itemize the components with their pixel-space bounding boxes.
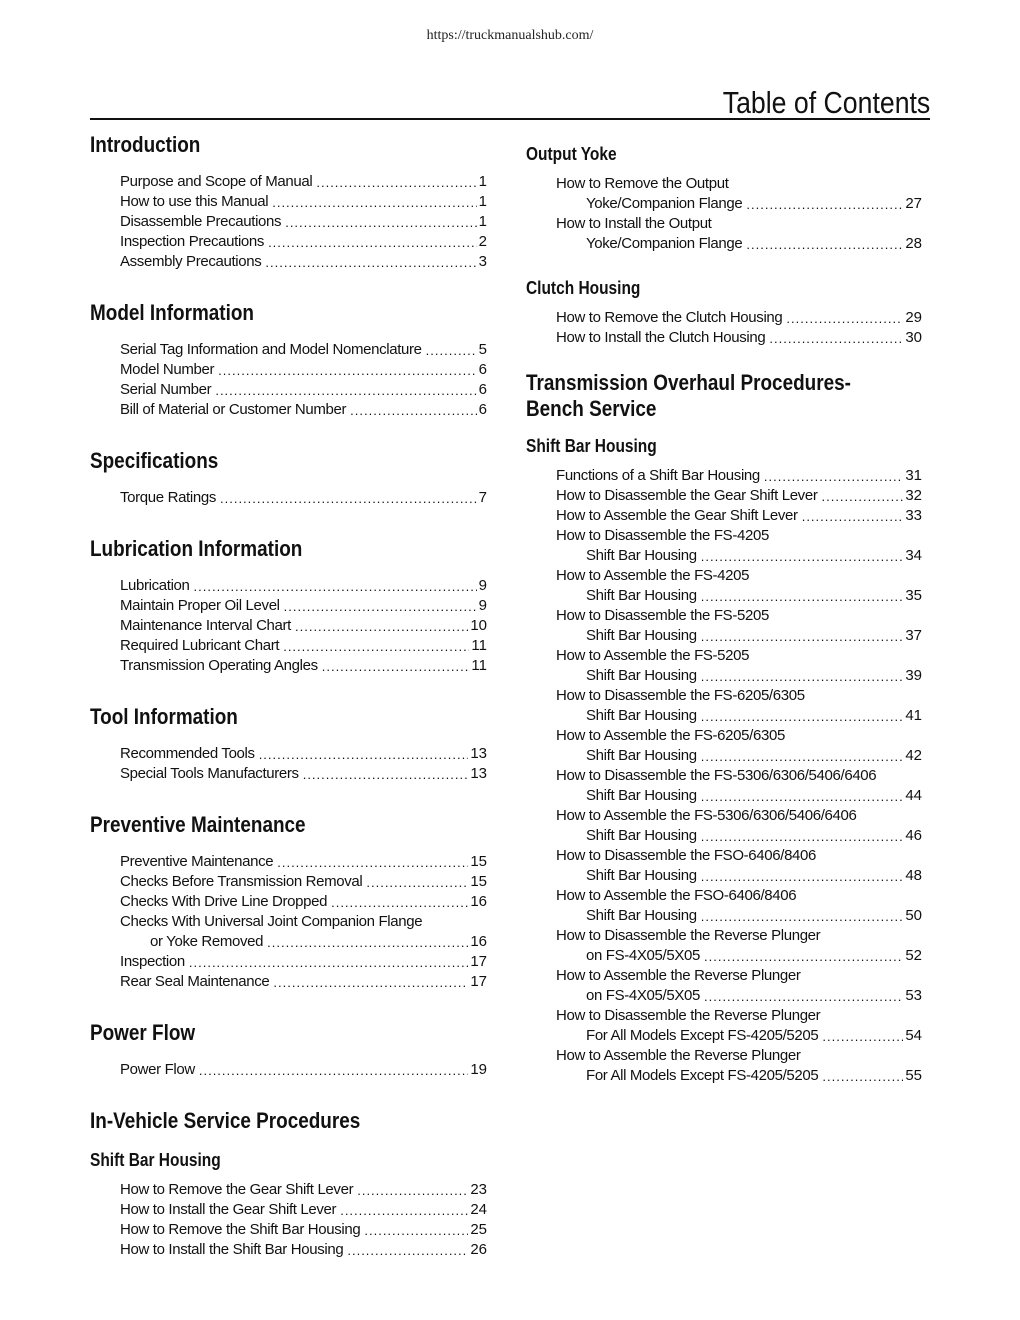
page-number: 44 — [905, 787, 922, 804]
section-title-specifications[interactable]: Specifications — [90, 448, 219, 473]
dot-leader — [215, 382, 476, 400]
dot-leader — [340, 1202, 468, 1220]
page-number: 17 — [470, 973, 487, 990]
spacer — [90, 160, 487, 172]
toc-entry-title: How to Disassemble the Reverse Plunger — [556, 927, 821, 944]
page-number: 52 — [905, 947, 922, 964]
toc-entry-title: Shift Bar Housing — [586, 627, 697, 644]
toc-entry-title: How to Assemble the FS-6205/6305 — [556, 727, 785, 744]
spacer — [526, 300, 922, 308]
toc-entry[interactable] — [556, 214, 922, 234]
toc-entry[interactable] — [556, 946, 922, 966]
toc-entry-list — [90, 340, 487, 420]
toc-entry-list — [526, 308, 922, 348]
toc-entry[interactable] — [556, 986, 922, 1006]
toc-entry-title: How to Assemble the FSO-6406/8406 — [556, 887, 797, 904]
toc-entry-title: Checks Before Transmission Removal — [120, 873, 363, 890]
page-number: 1 — [478, 173, 487, 190]
toc-entry[interactable] — [120, 596, 487, 616]
toc-entry-title: Lubrication — [120, 577, 190, 594]
section-title-introduction[interactable]: Introduction — [90, 132, 201, 157]
page-number: 53 — [905, 987, 922, 1004]
page-number: 34 — [905, 547, 922, 564]
spacer — [90, 676, 487, 702]
toc-entry-title: For All Models Except FS-4205/5205 — [586, 1027, 819, 1044]
toc-entry[interactable] — [556, 926, 922, 946]
page-number: 54 — [905, 1027, 922, 1044]
spacer — [90, 1048, 487, 1060]
toc-entry[interactable] — [120, 852, 487, 872]
page-number: 16 — [470, 933, 487, 950]
toc-entry-title: For All Models Except FS-4205/5205 — [586, 1067, 819, 1084]
toc-entry-title: Checks With Universal Joint Companion Flange — [120, 913, 423, 930]
toc-entry[interactable] — [556, 806, 922, 826]
toc-right-column — [526, 142, 922, 1086]
toc-entry[interactable] — [556, 686, 922, 706]
dot-leader — [746, 196, 903, 214]
toc-section — [526, 254, 922, 348]
page-number: 5 — [478, 341, 487, 358]
page-number: 3 — [478, 253, 487, 270]
dot-leader — [347, 1242, 468, 1260]
page-number: 32 — [905, 487, 922, 504]
spacer — [90, 508, 487, 534]
toc-entry-title: Yoke/Companion Flange — [586, 235, 743, 252]
page-number: 55 — [905, 1067, 922, 1084]
page-number: 11 — [471, 637, 487, 654]
toc-entry-title: How to Remove the Gear Shift Lever — [120, 1181, 354, 1198]
dot-leader — [704, 988, 903, 1006]
page-number: 42 — [905, 747, 922, 764]
spacer — [90, 564, 487, 576]
section-title-power-flow[interactable]: Power Flow — [90, 1020, 196, 1045]
toc-entry-title: How to Assemble the Reverse Plunger — [556, 967, 801, 984]
page-number: 10 — [470, 617, 487, 634]
toc-entry[interactable] — [556, 526, 922, 546]
toc-entry-list — [90, 852, 487, 992]
toc-entry-title: Serial Tag Information and Model Nomenclature — [120, 341, 422, 358]
dot-leader — [285, 214, 476, 232]
title-divider — [90, 118, 930, 120]
toc-entry-title: How to Remove the Shift Bar Housing — [120, 1221, 361, 1238]
toc-entry-title: Disassemble Precautions — [120, 213, 282, 230]
toc-section — [90, 992, 487, 1080]
dot-leader — [701, 708, 904, 726]
toc-entry-title: How to Disassemble the Gear Shift Lever — [556, 487, 818, 504]
toc-entry[interactable] — [556, 486, 922, 506]
spacer — [90, 272, 487, 298]
toc-entry[interactable] — [120, 212, 487, 232]
toc-entry[interactable] — [556, 1066, 922, 1086]
page-number: 37 — [905, 627, 922, 644]
toc-entry-title: How to Assemble the FS-5306/6306/5406/6406 — [556, 807, 857, 824]
dot-leader — [316, 174, 476, 192]
toc-entry[interactable] — [120, 1200, 487, 1220]
toc-entry-title: Shift Bar Housing — [586, 747, 697, 764]
toc-entry-title: Model Number — [120, 361, 215, 378]
toc-entry-title: How to Remove the Output — [556, 175, 729, 192]
toc-entry[interactable] — [120, 192, 487, 212]
dot-leader — [701, 748, 904, 766]
toc-entry[interactable] — [556, 308, 922, 328]
page-number: 28 — [905, 235, 922, 252]
toc-entry[interactable] — [120, 912, 487, 932]
dot-leader — [277, 854, 468, 872]
toc-entry-title: Purpose and Scope of Manual — [120, 173, 313, 190]
toc-entry[interactable] — [556, 666, 922, 686]
page-number: 17 — [470, 953, 487, 970]
dot-leader — [273, 974, 468, 992]
page-number: 13 — [470, 745, 487, 762]
toc-entry[interactable] — [120, 1060, 487, 1080]
page-number: 48 — [905, 867, 922, 884]
toc-section — [90, 130, 487, 272]
toc-entry-title: How to Remove the Clutch Housing — [556, 309, 783, 326]
page-number: 16 — [470, 893, 487, 910]
toc-entry-title: Maintain Proper Oil Level — [120, 597, 280, 614]
page-number: 13 — [470, 765, 487, 782]
toc-entry-title: Inspection Precautions — [120, 233, 265, 250]
toc-entry[interactable] — [120, 1180, 487, 1200]
toc-entry[interactable] — [120, 400, 487, 420]
spacer — [526, 348, 922, 370]
toc-entry-title: How to Install the Gear Shift Lever — [120, 1201, 337, 1218]
toc-section — [90, 1080, 487, 1260]
toc-entry-title: Power Flow — [120, 1061, 195, 1078]
toc-entry-list — [90, 1180, 487, 1260]
page-number: 6 — [478, 381, 487, 398]
dot-leader — [701, 788, 904, 806]
toc-left-column — [90, 130, 487, 1260]
page-number: 9 — [478, 577, 487, 594]
dot-leader — [283, 638, 469, 656]
toc-entry-title: Shift Bar Housing — [586, 667, 697, 684]
dot-leader — [199, 1062, 468, 1080]
dot-leader — [701, 588, 904, 606]
dot-leader — [701, 868, 904, 886]
toc-entry-title: How to Disassemble the FS-4205 — [556, 527, 769, 544]
toc-entry-title: Checks With Drive Line Dropped — [120, 893, 328, 910]
section-title-in-vehicle-service-procedures[interactable]: In-Vehicle Service Procedures — [90, 1108, 361, 1133]
spacer — [90, 1136, 487, 1148]
toc-section — [90, 676, 487, 784]
page-number: 1 — [478, 193, 487, 210]
toc-entry[interactable] — [120, 1220, 487, 1240]
toc-entry-title: Maintenance Interval Chart — [120, 617, 291, 634]
toc-entry[interactable] — [556, 786, 922, 806]
page-number: 19 — [470, 1061, 487, 1078]
toc-entry-title: How to Assemble the Reverse Plunger — [556, 1047, 801, 1064]
dot-leader — [701, 548, 904, 566]
toc-entry[interactable] — [120, 872, 487, 892]
toc-entry[interactable] — [556, 846, 922, 866]
toc-entry[interactable] — [120, 1240, 487, 1260]
spacer — [526, 458, 922, 466]
toc-section — [90, 784, 487, 992]
spacer — [90, 1080, 487, 1106]
toc-entry[interactable] — [556, 174, 922, 194]
page-number: 24 — [470, 1201, 487, 1218]
dot-leader — [268, 234, 477, 252]
subsection-title-shift-bar-housing[interactable]: Shift Bar Housing — [90, 1150, 221, 1170]
toc-entry-title: How to Disassemble the FSO-6406/8406 — [556, 847, 817, 864]
subsection-title-shift-bar-housing[interactable]: Shift Bar Housing — [526, 436, 657, 456]
toc-entry-title: How to Assemble the FS-4205 — [556, 567, 750, 584]
toc-entry-title: Bill of Material or Customer Number — [120, 401, 347, 418]
toc-entry[interactable] — [556, 1026, 922, 1046]
page-title: Table of Contents — [722, 84, 930, 120]
toc-entry[interactable] — [556, 646, 922, 666]
dot-leader — [364, 1222, 468, 1240]
spacer — [90, 1172, 487, 1180]
page-number: 15 — [470, 873, 487, 890]
toc-entry-title: Recommended Tools — [120, 745, 255, 762]
toc-entry-title: How to Disassemble the FS-6205/6305 — [556, 687, 805, 704]
section-title-model-information[interactable]: Model Information — [90, 300, 254, 325]
spacer — [90, 784, 487, 810]
toc-entry-title: Shift Bar Housing — [586, 907, 697, 924]
toc-entry[interactable] — [556, 1006, 922, 1026]
toc-entry-title: Shift Bar Housing — [586, 867, 697, 884]
toc-entry[interactable] — [120, 172, 487, 192]
spacer — [526, 422, 922, 434]
dot-leader — [701, 828, 904, 846]
toc-entry[interactable] — [556, 506, 922, 526]
toc-entry-title: How to Disassemble the Reverse Plunger — [556, 1007, 821, 1024]
page-number: 39 — [905, 667, 922, 684]
toc-section — [90, 272, 487, 420]
page-number: 15 — [470, 853, 487, 870]
source-url[interactable]: https://truckmanualshub.com/ — [426, 28, 594, 43]
toc-entry[interactable] — [556, 766, 922, 786]
toc-entry-title: Yoke/Companion Flange — [586, 195, 743, 212]
toc-entry-title: Functions of a Shift Bar Housing — [556, 467, 760, 484]
toc-section — [526, 348, 922, 1086]
toc-entry[interactable] — [120, 656, 487, 676]
toc-entry[interactable] — [120, 488, 487, 508]
dot-leader — [218, 362, 476, 380]
subsection-title-clutch-housing[interactable]: Clutch Housing — [526, 278, 641, 298]
dot-leader — [350, 402, 477, 420]
dot-leader — [259, 746, 469, 764]
section-title-bench-service[interactable]: Bench Service — [526, 396, 657, 421]
toc-entry[interactable] — [556, 328, 922, 348]
toc-entry[interactable] — [556, 566, 922, 586]
toc-entry[interactable] — [556, 746, 922, 766]
toc-entry-list — [90, 576, 487, 676]
toc-entry[interactable] — [556, 906, 922, 926]
toc-section — [90, 420, 487, 508]
page-number: 6 — [478, 401, 487, 418]
dot-leader — [822, 1068, 903, 1086]
toc-entry[interactable] — [120, 360, 487, 380]
toc-entry[interactable] — [120, 616, 487, 636]
toc-entry[interactable] — [556, 234, 922, 254]
toc-entry[interactable] — [120, 932, 487, 952]
section-title-preventive-maintenance[interactable]: Preventive Maintenance — [90, 812, 306, 837]
toc-entry[interactable] — [556, 466, 922, 486]
toc-entry[interactable] — [120, 380, 487, 400]
spacer — [90, 992, 487, 1018]
dot-leader — [701, 668, 904, 686]
toc-entry-title: How to Install the Clutch Housing — [556, 329, 766, 346]
toc-entry-title: Shift Bar Housing — [586, 547, 697, 564]
dot-leader — [267, 934, 468, 952]
page-number: 50 — [905, 907, 922, 924]
dot-leader — [295, 618, 468, 636]
toc-entry[interactable] — [556, 826, 922, 846]
toc-entry-title: Shift Bar Housing — [586, 827, 697, 844]
spacer — [90, 840, 487, 852]
toc-entry-title: How to Assemble the FS-5205 — [556, 647, 750, 664]
dot-leader — [701, 628, 904, 646]
page-number: 26 — [470, 1241, 487, 1258]
page-number: 1 — [478, 213, 487, 230]
toc-entry-title: on FS-4X05/5X05 — [586, 947, 700, 964]
toc-entry-title: How to Disassemble the FS-5306/6306/5406/6406 — [556, 767, 877, 784]
page-number: 31 — [905, 467, 922, 484]
toc-section — [526, 142, 922, 254]
page-number: 27 — [905, 195, 922, 212]
toc-entry[interactable] — [120, 340, 487, 360]
toc-entry-title: Assembly Precautions — [120, 253, 262, 270]
page-number: 33 — [905, 507, 922, 524]
toc-entry[interactable] — [120, 764, 487, 784]
dot-leader — [769, 330, 903, 348]
spacer — [526, 254, 922, 276]
spacer — [90, 420, 487, 446]
page-number: 46 — [905, 827, 922, 844]
toc-entry-title: Preventive Maintenance — [120, 853, 274, 870]
dot-leader — [322, 658, 470, 676]
toc-entry-title: Torque Ratings — [120, 489, 216, 506]
toc-entry[interactable] — [120, 636, 487, 656]
dot-leader — [786, 310, 903, 328]
toc-entry-title: Shift Bar Housing — [586, 787, 697, 804]
toc-entry[interactable] — [556, 726, 922, 746]
toc-entry-title: or Yoke Removed — [150, 933, 264, 950]
page-number: 11 — [471, 657, 487, 674]
toc-entry[interactable] — [120, 952, 487, 972]
spacer — [90, 328, 487, 340]
dot-leader — [366, 874, 468, 892]
toc-entry[interactable] — [120, 232, 487, 252]
toc-entry[interactable] — [556, 1046, 922, 1066]
dot-leader — [194, 578, 477, 596]
spacer — [90, 732, 487, 744]
page-number: 41 — [905, 707, 922, 724]
dot-leader — [331, 894, 468, 912]
toc-entry[interactable] — [556, 546, 922, 566]
toc-section — [90, 508, 487, 676]
toc-entry[interactable] — [120, 252, 487, 272]
spacer — [526, 166, 922, 174]
section-title-transmission-overhaul-procedures[interactable]: Transmission Overhaul Procedures- — [526, 370, 851, 395]
toc-entry-title: Required Lubricant Chart — [120, 637, 280, 654]
toc-entry[interactable] — [556, 706, 922, 726]
page-number: 23 — [470, 1181, 487, 1198]
toc-entry-title: How to Disassemble the FS-5205 — [556, 607, 769, 624]
toc-entry-title: Transmission Operating Angles — [120, 657, 318, 674]
dot-leader — [220, 490, 477, 508]
toc-entry-list — [90, 744, 487, 784]
dot-leader — [764, 468, 903, 486]
toc-entry[interactable] — [120, 972, 487, 992]
toc-entry-title: Inspection — [120, 953, 185, 970]
toc-entry-title: How to Install the Shift Bar Housing — [120, 1241, 344, 1258]
toc-entry[interactable] — [556, 626, 922, 646]
page-number: 2 — [478, 233, 487, 250]
section-title-lubrication-information[interactable]: Lubrication Information — [90, 536, 303, 561]
page-number: 9 — [478, 597, 487, 614]
toc-entry-title: How to Assemble the Gear Shift Lever — [556, 507, 798, 524]
dot-leader — [802, 508, 904, 526]
spacer — [90, 476, 487, 488]
subsection-title-output-yoke[interactable]: Output Yoke — [526, 144, 617, 164]
toc-entry-title: on FS-4X05/5X05 — [586, 987, 700, 1004]
page-number: 25 — [470, 1221, 487, 1238]
toc-entry[interactable] — [556, 886, 922, 906]
toc-entry-list — [526, 174, 922, 254]
toc-entry[interactable] — [556, 966, 922, 986]
toc-entry-title: Shift Bar Housing — [586, 587, 697, 604]
dot-leader — [357, 1182, 468, 1200]
page-number: 7 — [478, 489, 487, 506]
toc-entry[interactable] — [120, 892, 487, 912]
toc-entry-title: Special Tools Manufacturers — [120, 765, 299, 782]
page-number: 29 — [905, 309, 922, 326]
section-title-tool-information[interactable]: Tool Information — [90, 704, 238, 729]
toc-entry-list — [90, 172, 487, 272]
dot-leader — [701, 908, 904, 926]
dot-leader — [746, 236, 903, 254]
toc-entry-list — [90, 488, 487, 508]
toc-entry[interactable] — [556, 866, 922, 886]
toc-entry-list — [526, 466, 922, 1086]
toc-entry-title: How to Install the Output — [556, 215, 712, 232]
toc-entry[interactable] — [120, 744, 487, 764]
toc-entry[interactable] — [556, 194, 922, 214]
page-number: 6 — [478, 361, 487, 378]
dot-leader — [821, 488, 903, 506]
dot-leader — [284, 598, 477, 616]
toc-entry-title: Shift Bar Housing — [586, 707, 697, 724]
dot-leader — [303, 766, 469, 784]
dot-leader — [822, 1028, 903, 1046]
dot-leader — [189, 954, 468, 972]
page-number: 35 — [905, 587, 922, 604]
toc-entry-title: Rear Seal Maintenance — [120, 973, 270, 990]
dot-leader — [272, 194, 476, 212]
toc-entry-title: Serial Number — [120, 381, 212, 398]
toc-entry[interactable] — [556, 586, 922, 606]
dot-leader — [265, 254, 476, 272]
toc-entry[interactable] — [556, 606, 922, 626]
dot-leader — [704, 948, 903, 966]
toc-entry-title: How to use this Manual — [120, 193, 269, 210]
toc-entry-list — [90, 1060, 487, 1080]
page-number: 30 — [905, 329, 922, 346]
toc-entry[interactable] — [120, 576, 487, 596]
dot-leader — [426, 342, 477, 360]
